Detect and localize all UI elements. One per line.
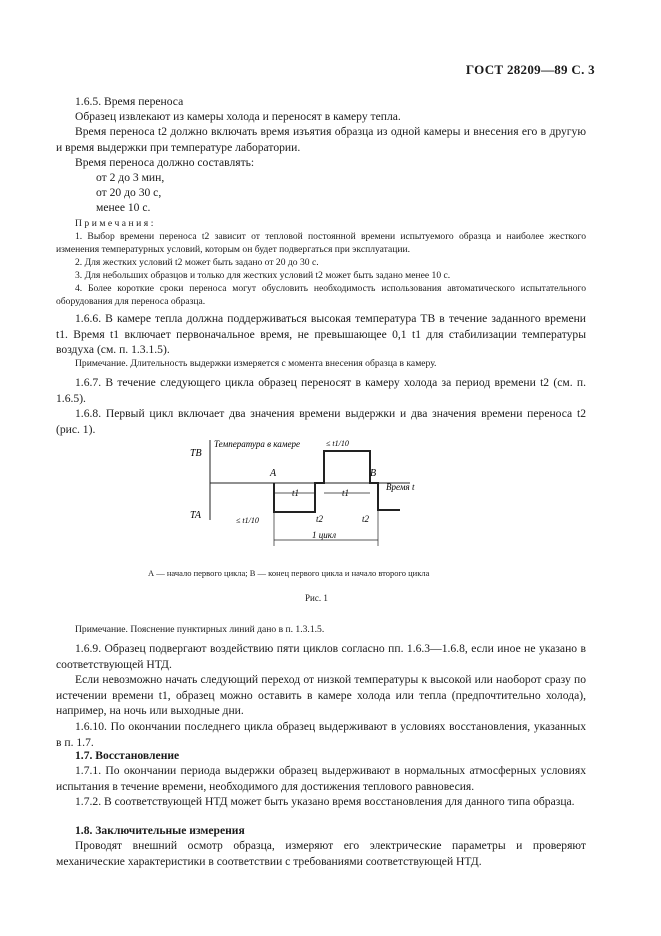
figure-le-label-bottom: ≤ t1/10 [236,516,259,525]
figure-t1-label-2: t1 [342,488,350,498]
figure-point-b: B [370,468,377,479]
section-1-7-2: 1.7.2. В соответствующей НТД может быть указано время восстановления для данного типа образца. [75,795,575,808]
section-1-6-6: 1.6.6. В камере тепла должна поддерживаться высокая температура TВ в течение заданного времени t1. Время t1 включает первоначальное время, не превышающее 0,1 t1 для стабилизации температуры воздуха (см. п. 1.3.1.5). [56,312,586,356]
figure-t2-label-2: t2 [362,514,370,524]
figure-cycle-label: 1 цикл [312,530,337,540]
figure-time-label: Время t [386,482,415,492]
section-1-6-10: 1.6.10. По окончании последнего цикла образец выдерживают в условиях восстановления, указанных в п. 1.7. [56,720,586,749]
figure-caption: А — начало первого цикла; В — конец первого цикла и начало второго цикла [148,568,430,578]
section-1-6-9-para-2: Если невозможно начать следующий переход от низкой температуры к высокой или наоборот сразу по истечении времени t1, образец можно оставить в камере холода или тепла (предпочтительно холода), например, на ночь или выходные дни. [56,673,586,717]
duration-list-item: от 20 до 30 с, [96,186,162,199]
notes-title: Примечания: [75,218,156,229]
figure-point-a: A [270,468,277,479]
figure-tb-label: TВ [190,448,202,459]
section-1-6-5-para-2: Время переноса t2 должно включать время изъятия образца из одной камеры и внесения его в другую и время выдержки при температуре лаборатории. [56,125,586,154]
page-header: ГОСТ 28209—89 С. 3 [465,62,595,77]
duration-list-item: менее 10 с. [96,201,151,214]
section-1-8-title: 1.8. Заключительные измерения [75,824,245,837]
figure-le-label-top: ≤ t1/10 [326,439,349,448]
figure-note: Примечание. Пояснение пунктирных линий дано в п. 1.3.1.5. [75,624,325,635]
duration-list-item: от 2 до 3 мин, [96,171,165,184]
figure-ta-label: TA [190,510,201,521]
note-3: 3. Для небольших образцов и только для жестких условий t2 может быть задано менее 10 с. [75,270,451,281]
section-1-6-5-title: 1.6.5. Время переноса [75,95,184,108]
section-1-6-8: 1.6.8. Первый цикл включает два значения времени выдержки и два значения времени переноса t2 (рис. 1). [56,407,586,436]
note-1: 1. Выбор времени переноса t2 зависит от тепловой постоянной времени испытуемого образца и наиболее жесткого изменения температурных условий, которым он будет подвергаться при эксплуатации. [56,231,586,255]
section-1-6-5-para-3: Время переноса должно составлять: [75,156,255,169]
figure-t2-label-1: t2 [316,514,324,524]
section-1-8-para: Проводят внешний осмотр образца, измеряют его электрические параметры и проверяют механические характеристики в соответствии с требованиями соответствующей НТД. [56,839,586,868]
figure-1-diagram [190,438,430,558]
figure-label: Рис. 1 [305,593,328,603]
note-1-6-6: Примечание. Длительность выдержки измеряется с момента внесения образца в камеру. [75,358,437,369]
figure-t1-label-1: t1 [292,488,300,498]
figure-y-label: Температура в камере [214,439,300,449]
section-1-7-1: 1.7.1. По окончании периода выдержки образец выдерживают в нормальных атмосферных условиях испытания в течение времени, необходимого для достижения теплового равновесия. [56,764,586,793]
section-1-6-5-para-1: Образец извлекают из камеры холода и переносят в камеру тепла. [75,110,401,123]
note-2: 2. Для жестких условий t2 может быть задано от 20 до 30 с. [75,257,319,268]
section-1-6-7: 1.6.7. В течение следующего цикла образец переносят в камеру холода за период времени t2 (см. п. 1.6.5). [56,376,586,405]
note-4: 4. Более короткие сроки переноса могут обусловить необходимость использования автоматического испытательного оборудования для переноса образца. [56,283,586,307]
section-1-7-title: 1.7. Восстановление [75,749,180,762]
section-1-6-9: 1.6.9. Образец подвергают воздействию пяти циклов согласно пп. 1.6.3—1.6.8, если иное не указано в соответствующей НТД. [56,642,586,671]
